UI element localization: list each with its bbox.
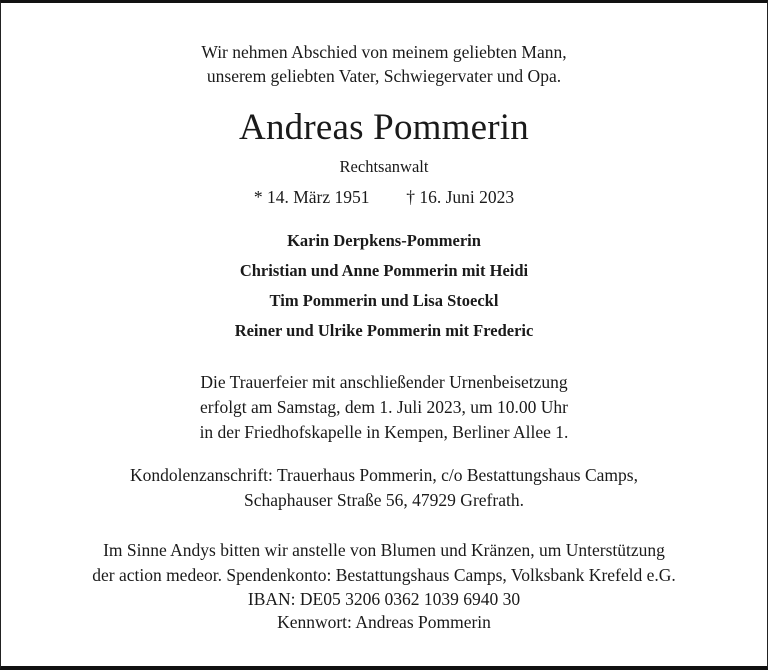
ceremony-line: Die Trauerfeier mit anschließender Urnenbeisetzung xyxy=(200,372,568,392)
mourner: Tim Pommerin und Lisa Stoeckl xyxy=(269,291,499,310)
condolence-line: Schaphauser Straße 56, 47929 Grefrath. xyxy=(244,490,524,510)
intro-line: unserem geliebten Vater, Schwiegervater und Opa. xyxy=(206,66,562,86)
mourner: Christian und Anne Pommerin mit Heidi xyxy=(239,261,529,280)
life-dates xyxy=(0,186,768,208)
condolence-line: Kondolenzanschrift: Trauerhaus Pommerin, c/o Bestattungshaus Camps, xyxy=(130,465,638,485)
intro-line: Wir nehmen Abschied von meinem geliebten Mann, xyxy=(201,42,567,62)
donation-line: der action medeor. Spendenkonto: Bestattungshaus Camps, Volksbank Krefeld e.G. xyxy=(92,565,676,585)
profession: Rechtsanwalt xyxy=(339,157,429,176)
mourner: Reiner und Ulrike Pommerin mit Frederic xyxy=(234,321,534,340)
deceased-name: Andreas Pommerin xyxy=(239,107,529,148)
ceremony-line: in der Friedhofskapelle in Kempen, Berliner Allee 1. xyxy=(199,422,569,442)
donation-iban: IBAN: DE05 3206 0362 1039 6940 30 xyxy=(247,589,521,609)
mourner: Karin Derpkens-Pommerin xyxy=(287,231,481,250)
birth-date: * 14. März 1951 xyxy=(253,187,370,207)
donation-line: Im Sinne Andys bitten wir anstelle von Blumen und Kränzen, um Unterstützung xyxy=(103,540,665,560)
donation-keyword: Kennwort: Andreas Pommerin xyxy=(277,612,491,632)
ceremony-line: erfolgt am Samstag, dem 1. Juli 2023, um 10.00 Uhr xyxy=(200,397,568,417)
death-date: † 16. Juni 2023 xyxy=(406,187,515,207)
